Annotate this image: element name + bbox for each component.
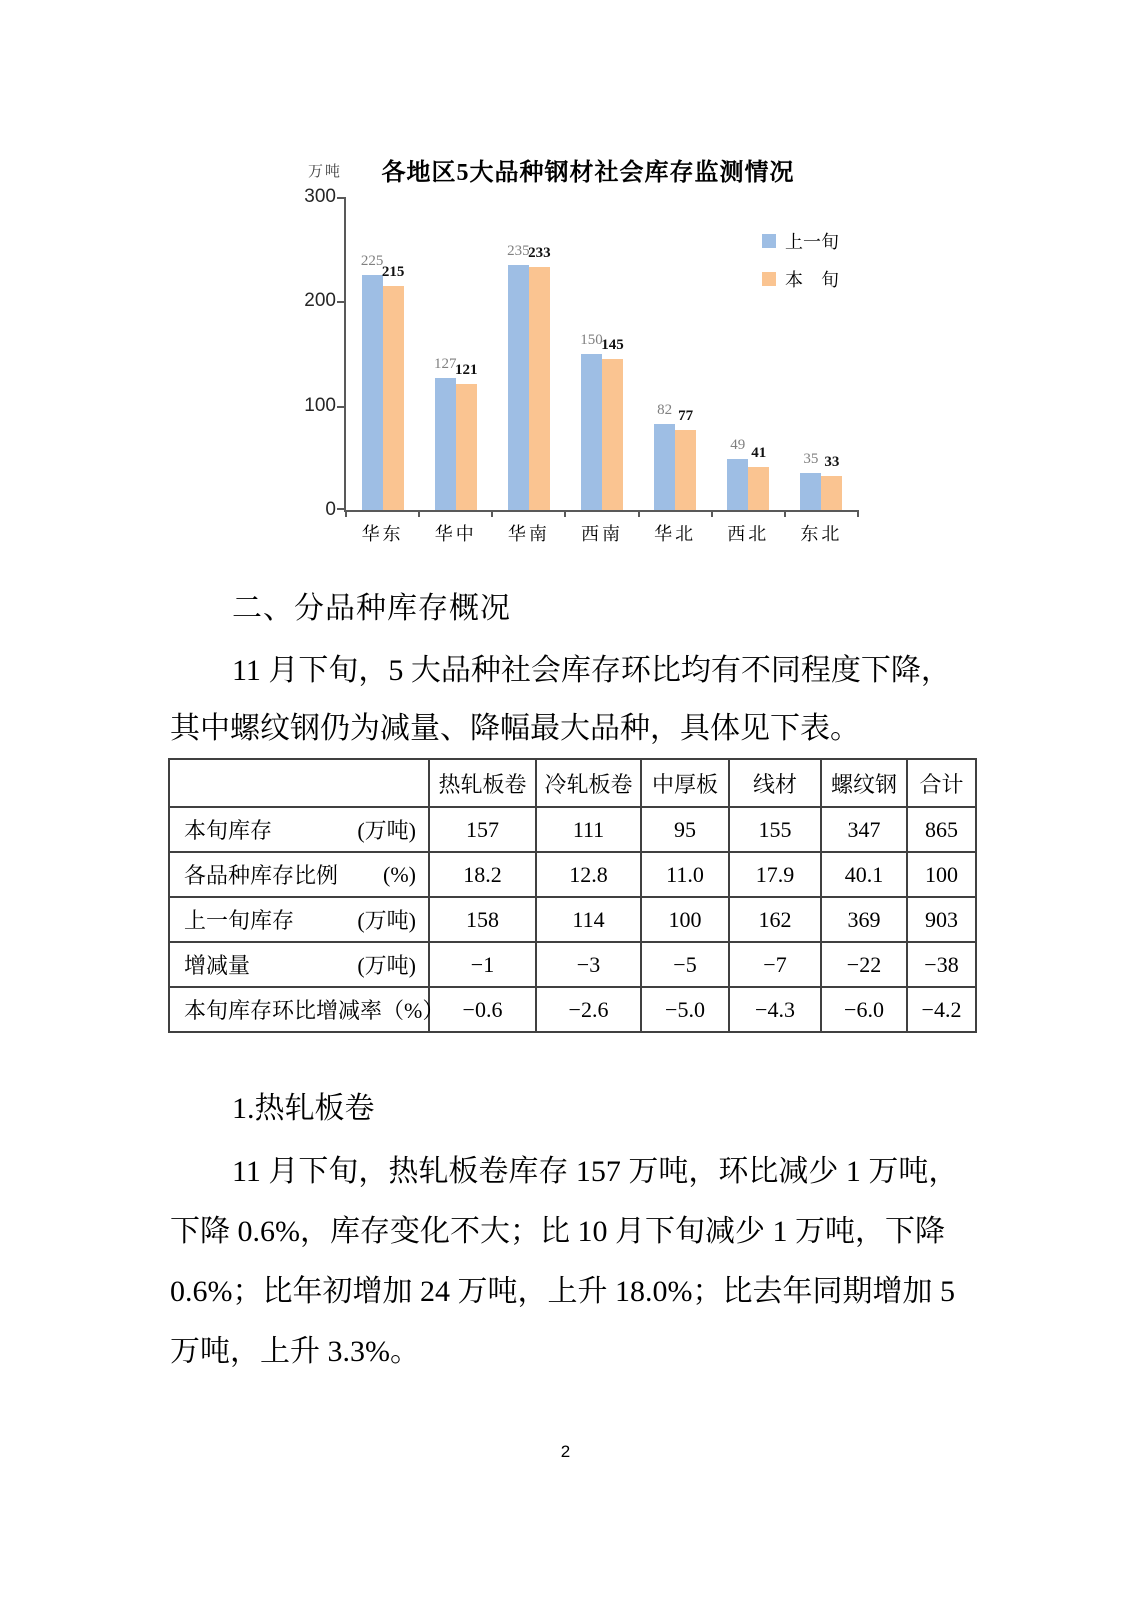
bar-slot (529, 197, 550, 510)
table-cell: −3 (536, 942, 641, 987)
table-cell: 865 (907, 807, 976, 852)
x-axis-tick (711, 510, 713, 517)
legend-swatch-previous-icon (762, 234, 776, 248)
bar-slot (581, 197, 602, 510)
x-axis-tick (784, 510, 786, 517)
x-axis-tick (491, 510, 493, 517)
table-row (169, 897, 976, 942)
bar-value-label: 35 (803, 451, 819, 468)
table-cell: 903 (907, 897, 976, 942)
x-axis-label: 西南 (580, 524, 623, 544)
table-header-cell: 冷轧板卷 (536, 759, 641, 807)
y-axis-tick (337, 301, 346, 303)
y-axis-tick (337, 197, 346, 199)
bar-slot (654, 197, 675, 510)
x-axis-tick (345, 510, 347, 517)
table-row (169, 807, 976, 852)
table-cell: 162 (729, 897, 821, 942)
chart-legend (762, 228, 839, 292)
legend-label: 本 旬 (785, 270, 839, 290)
row-label: 本旬库存环比增减率（%） (184, 998, 445, 1023)
section-paragraph (170, 642, 1000, 758)
table-cell: −22 (821, 942, 907, 987)
x-axis-label: 华北 (654, 524, 697, 544)
bar-group-华东 (346, 197, 419, 544)
bar-slot (602, 197, 623, 510)
paragraph-line: 0.6%；比年初增加 24 万吨，上升 18.0%；比去年同期增加 5 (170, 1275, 955, 1308)
table-cell: 95 (641, 807, 729, 852)
table-cell: −4.3 (729, 987, 821, 1032)
table-cell: −1 (429, 942, 536, 987)
table-cell: 11.0 (641, 852, 729, 897)
table-cell: −7 (729, 942, 821, 987)
paragraph-line: 万吨，上升 3.3%。 (170, 1335, 420, 1368)
legend-label: 上一旬 (785, 232, 839, 252)
row-unit: (万吨) (357, 953, 416, 978)
row-label: 各品种库存比例 (184, 863, 339, 888)
y-axis-tick-label: 300 (304, 186, 336, 207)
bar-slot (362, 197, 383, 510)
bar-group-华北 (639, 197, 712, 544)
bar-value-label: 127 (433, 355, 457, 372)
bar-current-华中 (456, 384, 477, 510)
bar-current-西北 (748, 467, 769, 510)
bar-group-华南 (492, 197, 565, 544)
x-axis-label: 华中 (434, 524, 477, 544)
table-header-row (169, 759, 976, 807)
x-axis-tick (564, 510, 566, 517)
bar-previous-华中 (435, 378, 456, 511)
bar-group-华中 (419, 197, 492, 544)
bar-current-华东 (383, 286, 404, 510)
table-cell: 100 (641, 897, 729, 942)
x-axis-tick (638, 510, 640, 517)
subsection-heading: 1.热轧板卷 (232, 1092, 375, 1125)
row-label: 增减量 (184, 953, 251, 978)
y-axis-unit-label: 万吨 (308, 164, 343, 180)
legend-item-current (762, 266, 839, 292)
table-cell: 12.8 (536, 852, 641, 897)
bar-previous-华北 (654, 424, 675, 510)
subsection-paragraph (170, 1142, 1000, 1382)
bar-value-label: 235 (507, 242, 530, 259)
bar-value-label: 33 (824, 453, 840, 470)
x-axis-label: 华东 (361, 524, 404, 544)
table-row (169, 852, 976, 897)
bar-current-西南 (602, 359, 623, 510)
table-cell: 157 (429, 807, 536, 852)
x-axis-label: 华南 (507, 524, 550, 544)
table-header-cell: 线材 (729, 759, 821, 807)
table-row (169, 942, 976, 987)
table-header-cell: 合计 (907, 759, 976, 807)
row-label: 上一旬库存 (184, 908, 295, 933)
y-axis-tick (337, 406, 346, 408)
paragraph-line: 11 月下旬，热轧板卷库存 157 万吨，环比减少 1 万吨， (232, 1155, 959, 1188)
table-cell: −4.2 (907, 987, 976, 1032)
table-cell: 40.1 (821, 852, 907, 897)
bar-value-label: 49 (730, 436, 746, 453)
table-row (169, 987, 976, 1032)
row-label: 本旬库存 (184, 818, 273, 843)
row-unit: (万吨) (357, 908, 416, 933)
table-header-cell (169, 759, 429, 807)
table-cell: 347 (821, 807, 907, 852)
table-cell: −5.0 (641, 987, 729, 1032)
table-cell: 155 (729, 807, 821, 852)
table-cell: −0.6 (429, 987, 536, 1032)
chart-title: 各地区5大品种钢材社会库存监测情况 (381, 160, 795, 186)
table-cell: 100 (907, 852, 976, 897)
regional-inventory-chart (278, 148, 878, 553)
bar-slot (383, 197, 404, 510)
table-header-cell: 螺纹钢 (821, 759, 907, 807)
bar-group-西南 (565, 197, 638, 544)
bar-value-label: 121 (454, 361, 478, 378)
y-axis-tick-label: 100 (304, 395, 336, 416)
table-cell: 114 (536, 897, 641, 942)
bar-slot (727, 197, 748, 510)
row-unit: (万吨) (357, 818, 416, 843)
bar-previous-华东 (362, 275, 383, 510)
bar-previous-华南 (508, 265, 529, 510)
section-heading: 二、分品种库存概况 (232, 592, 511, 625)
row-unit: (%) (383, 861, 416, 887)
bar-current-东北 (821, 476, 842, 510)
bar-slot (675, 197, 696, 510)
y-axis-tick (337, 508, 346, 510)
bar-value-label: 77 (678, 407, 694, 424)
paragraph-line: 11 月下旬，5 大品种社会库存环比均有不同程度下降， (232, 654, 951, 687)
bar-value-label: 215 (381, 263, 405, 280)
bar-previous-西北 (727, 459, 748, 510)
y-axis-tick-label: 200 (304, 290, 336, 311)
table-cell: 111 (536, 807, 641, 852)
bar-slot (456, 197, 477, 510)
paragraph-line: 下降 0.6%，库存变化不大；比 10 月下旬减少 1 万吨，下降 (170, 1215, 945, 1248)
legend-swatch-current-icon (762, 272, 776, 286)
table-cell: −6.0 (821, 987, 907, 1032)
bar-previous-东北 (800, 473, 821, 510)
inventory-by-product-table (168, 758, 977, 1033)
x-axis-tick (418, 510, 420, 517)
bar-slot (435, 197, 456, 510)
table-cell: −2.6 (536, 987, 641, 1032)
bar-value-label: 41 (751, 445, 767, 462)
x-axis-label: 西北 (727, 524, 770, 544)
bar-value-label: 82 (657, 402, 673, 419)
bar-current-华南 (529, 267, 550, 510)
x-axis-label: 东北 (800, 524, 843, 544)
y-axis-tick-label: 0 (325, 499, 336, 520)
table-cell: 158 (429, 897, 536, 942)
table-cell: 18.2 (429, 852, 536, 897)
table-cell: −38 (907, 942, 976, 987)
table-cell: 369 (821, 897, 907, 942)
bar-value-label: 145 (601, 336, 624, 353)
bar-previous-西南 (581, 354, 602, 511)
bar-value-label: 150 (580, 331, 603, 348)
bar-value-label: 233 (528, 244, 551, 261)
bar-slot (508, 197, 529, 510)
table-cell: 17.9 (729, 852, 821, 897)
bar-value-label: 225 (360, 253, 384, 270)
table-header-cell: 热轧板卷 (429, 759, 536, 807)
legend-item-previous (762, 228, 839, 254)
x-axis-tick (857, 510, 859, 517)
bar-current-华北 (675, 430, 696, 510)
table-header-cell: 中厚板 (641, 759, 729, 807)
page-number: 2 (560, 1442, 571, 1461)
table-cell: −5 (641, 942, 729, 987)
paragraph-line: 其中螺纹钢仍为减量、降幅最大品种，具体见下表。 (170, 712, 860, 745)
